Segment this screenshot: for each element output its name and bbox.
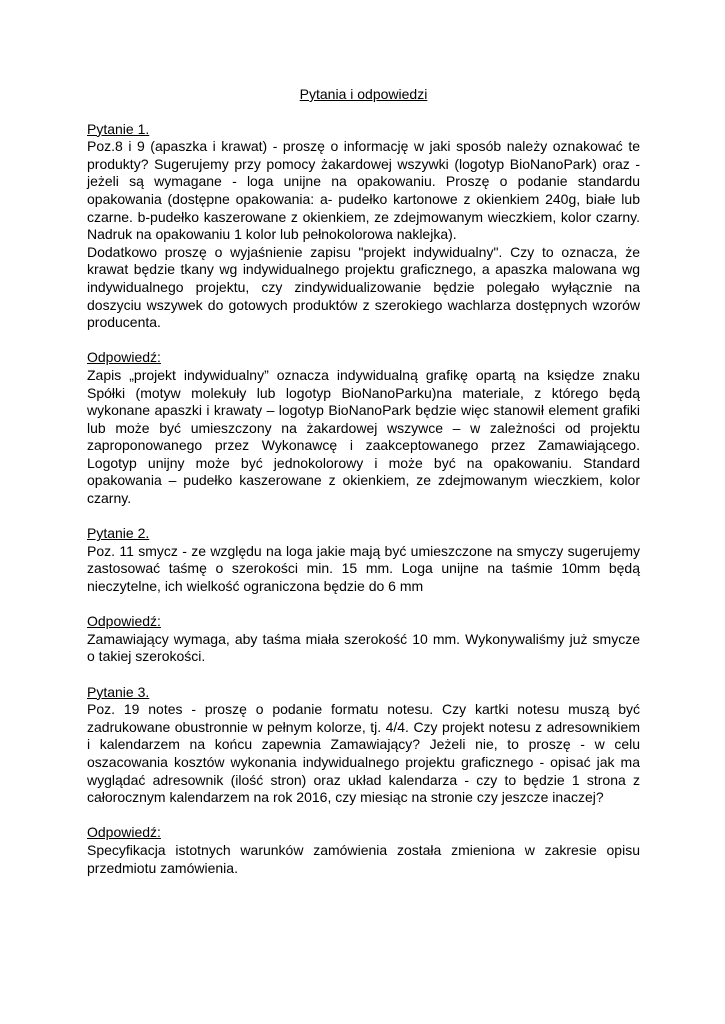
- answer-3-text: Specyfikacja istotnych warunków zamówienia została zmieniona w zakresie opisu przedmiotu zamówienia.: [87, 841, 640, 876]
- answer-1: [87, 349, 640, 507]
- answer-1-label: Odpowiedź:: [87, 349, 161, 366]
- answer-2-text: Zamawiający wymaga, aby taśma miała szerokość 10 mm. Wykonywaliśmy już smycze o takiej szerokości.: [87, 630, 640, 665]
- question-2-label: Pytanie 2.: [87, 525, 150, 542]
- question-3: [87, 684, 640, 807]
- document-title: Pytania i odpowiedzi: [299, 86, 428, 102]
- question-2-text: Poz. 11 smycz - ze względu na loga jakie mają być umieszczone na smyczy sugerujemy zastosować taśmę o szerokości min. 15 mm. Loga unijne na taśmie 10mm będą nieczytelne, ich wielkość ograniczona będzie do 6 mm: [87, 542, 640, 595]
- question-3-label: Pytanie 3.: [87, 683, 150, 700]
- question-1-text-continued: Dodatkowo proszę o wyjaśnienie zapisu "projekt indywidualny". Czy to oznacza, że krawat będzie tkany wg indywidualnego projektu graficznego, a apaszka malowana wg indywidualnego projektu, czy zindywidualizowanie będzie polegało wyłącznie na doszyciu wszywek do gotowych produktów z szerokiego wachlarza dostępnych wzorów producenta.: [87, 243, 640, 331]
- answer-3: [87, 824, 640, 877]
- question-1-label: Pytanie 1.: [87, 120, 150, 137]
- question-1-text: Poz.8 i 9 (apaszka i krawat) - proszę o informację w jaki sposób należy oznakować te produkty? Sugerujemy przy pomocy żakardowej wszywki (logotyp BioNanoPark) oraz - jeżeli są wymagane - loga unijne na opakowaniu. Proszę o podanie standardu opakowania (dostępne opakowania: a- pudełko kartonowe z okienkiem 240g, białe lub czarne. b-pudełko kaszerowane z okienkiem, ze zdejmowanym wieczkiem, kolor czarny. Nadruk na opakowaniu 1 kolor lub pełnokolorowa naklejka).: [87, 138, 640, 243]
- question-1: [87, 121, 640, 332]
- answer-3-label: Odpowiedź:: [87, 824, 161, 841]
- question-2: [87, 525, 640, 595]
- answer-2-label: Odpowiedź:: [87, 613, 161, 630]
- answer-1-text: Zapis „projekt indywidualny” oznacza indywidualną grafikę opartą na księdze znaku Spółki (motyw molekuły lub logotyp BioNanoParku)na materiale, z którego będą wykonane apaszki i krawaty – logotyp BioNanoPark będzie więc stanowił element grafiki lub może być umieszczony na żakardowej wszywce – w zależności od projektu zaproponowanego przez Wykonawcę i zaakceptowanego przez Zamawiającego. Logotyp unijny może być jednokolorowy i może być na opakowaniu. Standard opakowania – pudełko kaszerowane z okienkiem, ze zdejmowanym wieczkiem, kolor czarny.: [87, 366, 640, 507]
- question-3-text: Poz. 19 notes - proszę o podanie formatu notesu. Czy kartki notesu muszą być zadrukowane obustronnie w pełnym kolorze, tj. 4/4. Czy projekt notesu z adresownikiem i kalendarzem na końcu zapewnia Zamawiający? Jeżeli nie, to proszę - w celu oszacowania kosztów wykonania indywidualnego projektu graficznego - opisać jak ma wyglądać adresownik (ilość stron) oraz układ kalendarza - czy to będzie 1 strona z całorocznym kalendarzem na rok 2016, czy miesiąc na stronie czy jeszcze inaczej?: [87, 701, 640, 806]
- document-page: [87, 86, 640, 895]
- answer-2: [87, 613, 640, 666]
